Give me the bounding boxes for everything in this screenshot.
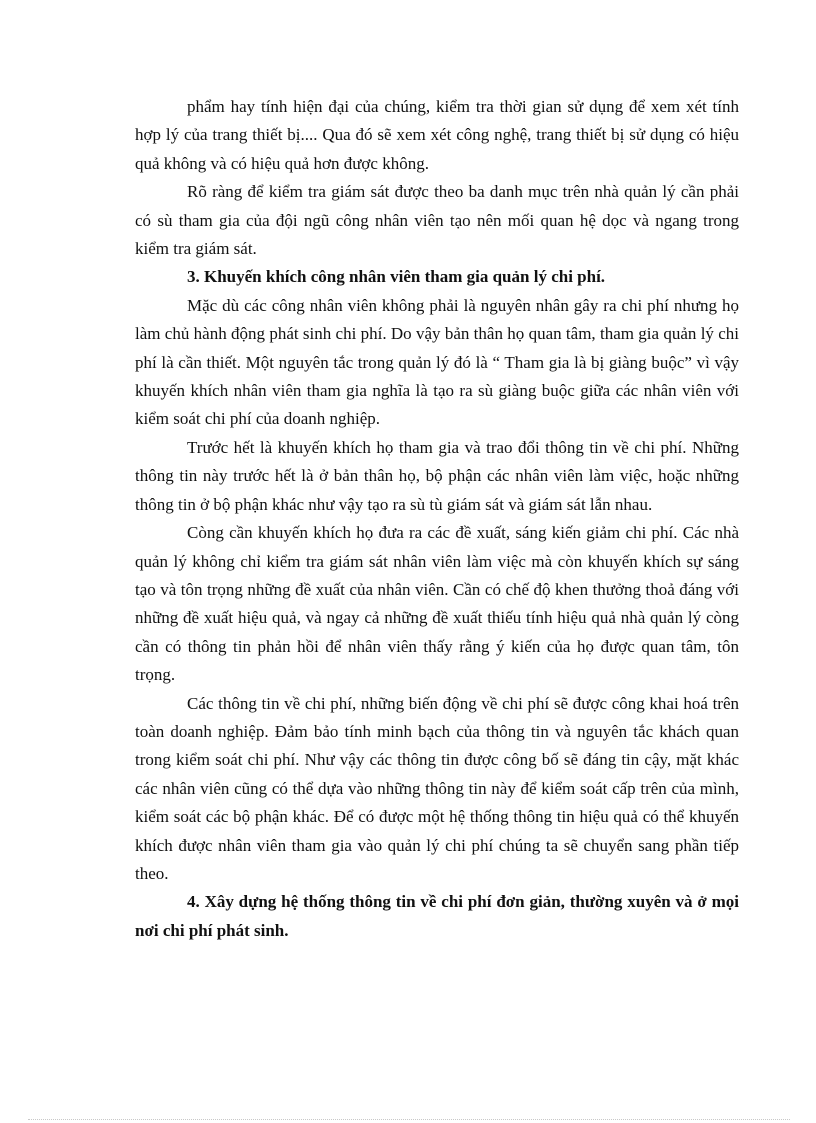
page-bottom-divider (28, 1119, 790, 1120)
heading-section-3: 3. Khuyến khích công nhân viên tham gia quản lý chi phí. (187, 267, 606, 287)
document-body (135, 93, 739, 945)
paragraph-supervision-staff: Rõ ràng để kiểm tra giám sát được theo ba danh mục trên nhà quản lý cần phải có sù tham gia của đội ngũ công nhân viên tạo nên mối quan hệ dọc và ngang trong kiểm tra giám sát. (135, 182, 739, 259)
paragraph-cost-proposals: Còng cần khuyến khích họ đưa ra các đề xuất, sáng kiến giảm chi phí. Các nhà quản lý không chỉ kiểm tra giám sát nhân viên làm việc mà còn khuyến khích sự sáng tạo và tôn trọng những đề xuất của nhân viên. Cần có chế độ khen thưởng thoả đáng với những đề xuất hiệu quả, và ngay cả những đề xuất thiếu tính hiệu quả nhà quản lý còng cần có thông tin phản hồi để nhân viên thấy rằng ý kiến của họ được quan tâm, tôn trọng. (135, 523, 739, 685)
paragraph-information-exchange: Trước hết là khuyến khích họ tham gia và trao đổi thông tin về chi phí. Những thông tin này trước hết là ở bản thân họ, bộ phận các nhân viên làm việc, hoặc những thông tin ở bộ phận khác như vậy tạo ra sù tù giám sát và giám sát lẫn nhau. (135, 437, 739, 514)
paragraph-cost-transparency: Các thông tin về chi phí, những biến động về chi phí sẽ được công khai hoá trên toàn doanh nghiệp. Đảm bảo tính minh bạch của thông tin và nguyên tắc khách quan trong kiểm soát chi phí. Như vậy các thông tin được công bố sẽ đáng tin cậy, mặt khác các nhân viên cũng có thể dựa vào những thông tin này để kiểm soát cấp trên của mình, kiểm soát các bộ phận khác. Để có được một hệ thống thông tin hiệu quả có thể khuyến khích được nhân viên tham gia vào quản lý chi phí chúng ta sẽ chuyển sang phần tiếp theo. (135, 693, 739, 883)
heading-section-4: 4. Xây dựng hệ thống thông tin về chi phí đơn giản, thường xuyên và ở mọi nơi chi phí phát sinh. (135, 892, 739, 940)
paragraph-staff-participation: Mặc dù các công nhân viên không phải là nguyên nhân gây ra chi phí nhưng họ làm chủ hành động phát sinh chi phí. Do vậy bản thân họ quan tâm, tham gia quản lý chi phí là cần thiết. Một nguyên tắc trong quản lý đó là “ Tham gia là bị giàng buộc” vì vậy khuyến khích nhân viên tham gia nghĩa là tạo ra sù giàng buộc giữa các nhân viên với kiểm soát chi phí của doanh nghiệp. (135, 295, 739, 429)
paragraph-equipment-review: phẩm hay tính hiện đại của chúng, kiểm tra thời gian sử dụng để xem xét tính hợp lý của trang thiết bị.... Qua đó sẽ xem xét công nghệ, trang thiết bị sử dụng có hiệu quả không và có hiệu quả hơn được không. (135, 97, 739, 173)
